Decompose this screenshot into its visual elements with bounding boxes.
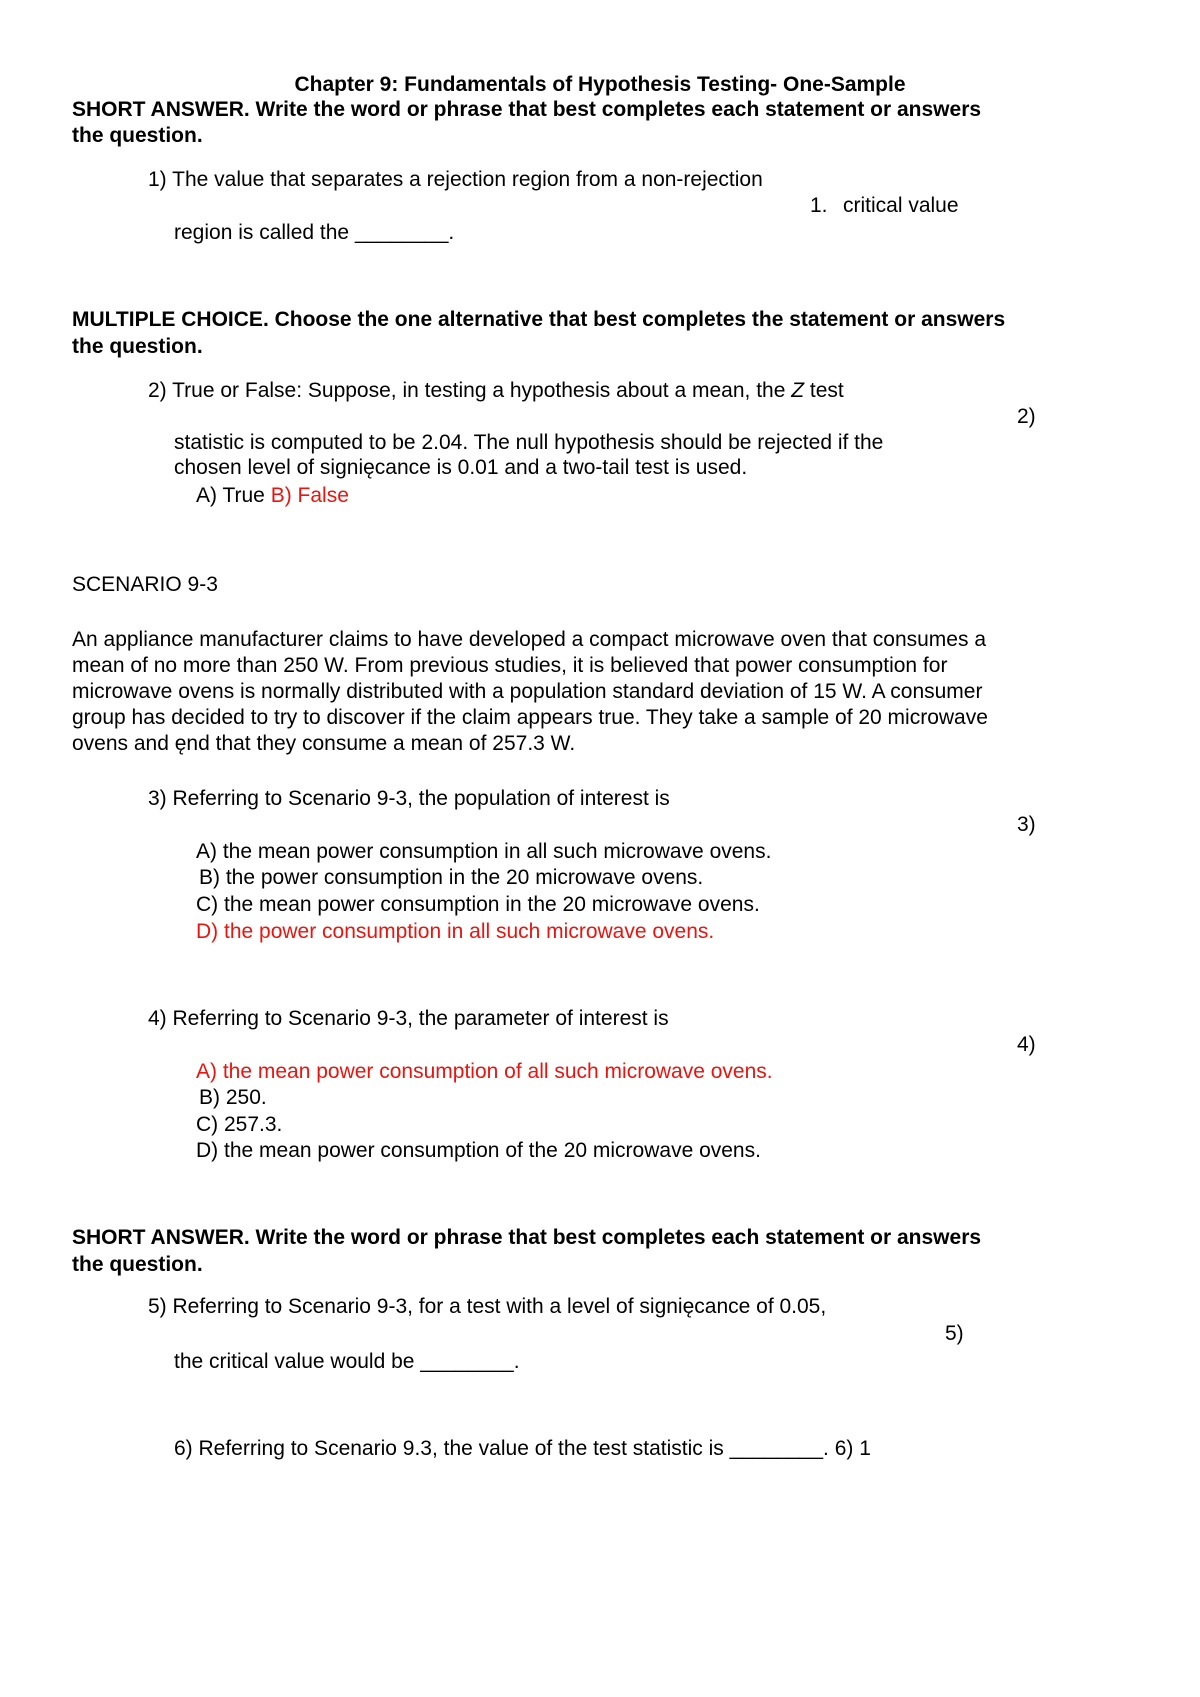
scenario-line: An appliance manufacturer claims to have developed a compact microwave oven that consumes a (72, 628, 986, 651)
question-2-options (196, 483, 349, 508)
question-2-line3: chosen level of signięcance is 0.01 and a two-tail test is used. (174, 456, 748, 479)
scenario-line: mean of no more than 250 W. From previous studies, it is believed that power consumption for (72, 654, 948, 677)
section-heading-short-answer: SHORT ANSWER. Write the word or phrase that best completes each statement or answers (72, 1226, 982, 1249)
question-4-option-a-correct: A) the mean power consumption of all such microwave ovens. (196, 1060, 773, 1083)
question-2-line2: statistic is computed to be 2.04. The null hypothesis should be rejected if the (174, 431, 884, 454)
question-3-option-d-correct: D) the power consumption in all such microwave ovens. (196, 920, 715, 943)
question-2-line1-post: test (804, 379, 844, 402)
scenario-line: group has decided to try to discover if the claim appears true. They take a sample of 20 microwave (72, 706, 988, 729)
question-3-stem: 3) Referring to Scenario 9-3, the population of interest is (148, 787, 670, 810)
question-4-option-d: D) the mean power consumption of the 20 microwave ovens. (196, 1139, 761, 1162)
page-title: Chapter 9: Fundamentals of Hypothesis Testing- One-Sample (294, 73, 906, 96)
question-4-option-b: B) 250. (199, 1086, 267, 1109)
question-5-line1: 5) Referring to Scenario 9-3, for a test with a level of signięcance of 0.05, (148, 1295, 827, 1318)
question-4-answer-label: 4) (1017, 1033, 1036, 1056)
question-2-line1 (148, 378, 844, 403)
scenario-line: ovens and ęnd that they consume a mean of 257.3 W. (72, 732, 576, 755)
section-heading-multiple-choice-cont: the question. (72, 335, 203, 358)
question-2-answer-label: 2) (1017, 405, 1036, 428)
question-3-option-c: C) the mean power consumption in the 20 microwave ovens. (196, 893, 760, 916)
question-1-line1: 1) The value that separates a rejection region from a non-rejection (148, 168, 763, 191)
question-2-option-a: A) True (196, 484, 265, 507)
section-heading-short-answer: SHORT ANSWER. Write the word or phrase that best completes each statement or answers (72, 98, 982, 121)
question-2-option-b-correct: B) False (270, 484, 349, 507)
section-heading-short-answer-cont: the question. (72, 1253, 203, 1276)
question-5-line2: the critical value would be ________. (174, 1350, 520, 1373)
scenario-line: microwave ovens is normally distributed with a population standard deviation of 15 W. A consumer (72, 680, 983, 703)
question-3-answer-label: 3) (1017, 813, 1036, 836)
question-3-option-b: B) the power consumption in the 20 microwave ovens. (199, 866, 704, 889)
question-5-answer-label: 5) (945, 1322, 964, 1345)
question-6-line1: 6) Referring to Scenario 9.3, the value of the test statistic is ________. 6) 1 (174, 1437, 871, 1460)
question-4-option-c: C) 257.3. (196, 1113, 283, 1136)
question-4-stem: 4) Referring to Scenario 9-3, the parameter of interest is (148, 1007, 669, 1030)
question-1-answer-number: 1. (810, 194, 828, 217)
question-2-line1-pre: 2) True or False: Suppose, in testing a hypothesis about a mean, the (148, 379, 792, 402)
question-2-z-symbol: Z (791, 379, 805, 402)
question-3-option-a: A) the mean power consumption in all such microwave ovens. (196, 840, 772, 863)
scenario-title: SCENARIO 9-3 (72, 573, 218, 596)
question-1-answer: critical value (843, 194, 959, 217)
section-heading-short-answer-cont: the question. (72, 124, 203, 147)
section-heading-multiple-choice: MULTIPLE CHOICE. Choose the one alternative that best completes the statement or answers (72, 308, 1006, 331)
question-1-line2: region is called the ________. (174, 221, 455, 244)
